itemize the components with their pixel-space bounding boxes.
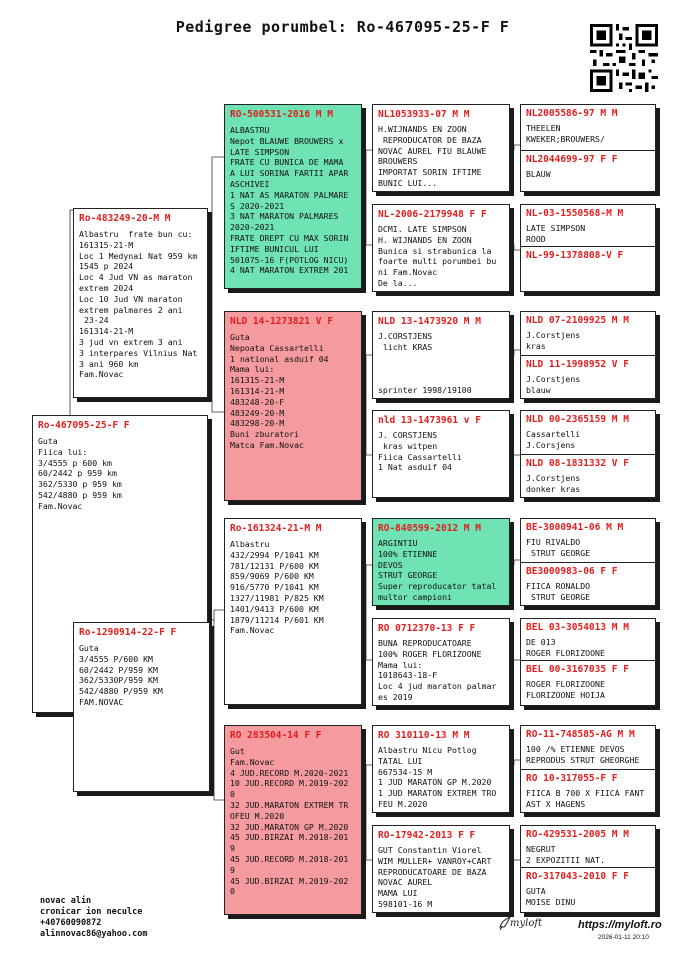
g5-card[interactable] <box>521 868 655 913</box>
sss-card[interactable] <box>372 104 510 192</box>
pigeon-notes: DE 013 ROGER FLORIZOONE <box>526 637 605 658</box>
pigeon-ring-id: RO 283504-14 F F <box>230 730 322 741</box>
pigeon-ring-id: BE-3000941-06 M M <box>526 522 624 533</box>
g5-pair-2 <box>520 204 656 292</box>
owner-name: novac alin <box>40 896 92 906</box>
pigeon-ring-id: BEL 00-3167035 F F <box>526 664 629 675</box>
g5-card[interactable] <box>521 411 655 455</box>
pigeon-ring-id: Ro-467095-25-F F <box>38 420 130 431</box>
pigeon-ring-id: RO-429531-2005 M M <box>526 829 629 840</box>
pigeon-ring-id: NLD 13-1473920 M M <box>378 316 481 327</box>
g5-card[interactable] <box>521 826 655 868</box>
pigeon-notes: ALBASTRU Nepot BLAUWE BROUWERS x LATE SIMPSON FRATE CU BUNICA DE MAMA A LUI SORINA FARTII APAR ASCHIVEI 1 NAT AS MARATON PALMARE S 2020-2021 3 NAT MARATON PALMARES 2020-2021 FRATE DREPT CU MAX SORIN IFTIME BUNICUL LUI 501075-16 F(POTLOG NICU) 4 NAT MARATON EXTREM 201 <box>230 125 349 276</box>
page-title: Pedigree porumbel: Ro-467095-25-F F <box>175 18 510 36</box>
pigeon-notes: J.Corstjens blauw <box>526 374 581 395</box>
pigeon-notes: NEGRUT 2 EXPOZITII NAT. <box>526 844 605 865</box>
g5-pair-1 <box>520 104 656 192</box>
pigeon-ring-id: NL1053933-07 M M <box>378 109 470 120</box>
pigeon-ring-id: RO-317043-2010 F F <box>526 871 629 882</box>
pigeon-ring-id: NL2005586-97 M M <box>526 108 618 119</box>
g5-pair-3 <box>520 311 656 399</box>
pigeon-notes: ROGER FLORIZOONE FLORIZOONE HOIJA <box>526 679 605 700</box>
ddd-card[interactable] <box>372 825 510 913</box>
pigeon-ring-id: RO-500531-2016 M M <box>230 109 333 120</box>
pigeon-ring-id: NLD 07-2109925 M M <box>526 315 629 326</box>
g5-card[interactable] <box>521 455 655 498</box>
dss-card[interactable] <box>372 518 510 606</box>
pigeon-ring-id: RO 310110-13 M M <box>378 730 470 741</box>
pigeon-notes: H.WIJNANDS EN ZOON REPRODUCATOR DE BAZA NOVAC AUREL FIU BLAUWE BROUWERS IMPORTAT SORIN IFTIME BUNIC LUI... <box>378 124 487 188</box>
pigeon-notes: GUT Constantin Viorel WIM MULLER+ VANROY+CART REPRODUCATOARE DE BAZA NOVAC AUREL MAMA LUI 598101-16 M <box>378 845 492 909</box>
ssd-card[interactable] <box>372 204 510 292</box>
g5-card[interactable] <box>521 205 655 247</box>
pigeon-notes: J.CORSTJENS licht KRAS sprinter 1998/19100 <box>378 331 472 395</box>
g5-card[interactable] <box>521 563 655 606</box>
dam-sire-card[interactable] <box>224 518 362 705</box>
pigeon-ring-id: NLD 11-1998952 V F <box>526 359 629 370</box>
site-link[interactable]: https://myloft.ro <box>578 919 662 931</box>
owner-phone: +40760090872 <box>40 918 102 928</box>
g5-card[interactable] <box>521 312 655 356</box>
pigeon-notes: BLAUW <box>526 169 551 179</box>
pigeon-ring-id: NL-03-1550568-M M <box>526 208 624 219</box>
pigeon-ring-id: BE3000983-06 F F <box>526 566 618 577</box>
pigeon-ring-id: NL2044699-97 F F <box>526 154 618 165</box>
pigeon-notes: Guta Fiica lui: 3/4555 p 600 km 60/2442 p 959 km 362/5330 p 959 km 542/4880 p 959 km Fam.Novac <box>38 436 122 511</box>
pigeon-ring-id: Ro-1290914-22-F F <box>79 627 177 638</box>
pigeon-notes: THEELEN KWEKER;BROUWERS/ <box>526 123 605 144</box>
print-date: 2026-01-11 20:10 <box>598 934 649 941</box>
pigeon-notes: ARGINTIU 100% ETIENNE DEVOS STRUT GEORGE Super reproducator tatal multor campioni <box>378 538 497 602</box>
owner-address: cronicar ion neculce <box>40 907 143 917</box>
pigeon-ring-id: RO-840599-2012 M M <box>378 523 481 534</box>
sire-card[interactable] <box>73 208 208 398</box>
g5-pair-6 <box>520 618 656 706</box>
pigeon-notes: Gut Fam.Novac 4 JUD.RECORD M.2020-2021 10 JUD.RECORD M.2019-202 0 32 JUD.MARATON EXTREM TR OFEU M.2020 32 JUD.MARATON GP M.2020 45 JUD.BIRZAI M.2018-201 9 45 JUD.RECORD M.2018-201 9 45 JUD.BIRZAI M.2019-202 0 <box>230 746 349 897</box>
sdd-card[interactable] <box>372 410 510 498</box>
pigeon-ring-id: NLD 14-1273821 V F <box>230 316 333 327</box>
g5-card[interactable] <box>521 661 655 706</box>
pigeon-ring-id: RO 10-317055-F F <box>526 773 618 784</box>
contact-block <box>40 896 147 940</box>
owner-email[interactable]: alinnovac86@yahoo.com <box>40 929 148 939</box>
pigeon-ring-id: nld 13-1473961 v F <box>378 415 481 426</box>
pigeon-ring-id: RO-11-748585-AG M M <box>526 729 635 740</box>
g5-pair-7 <box>520 725 656 813</box>
pigeon-ring-id: RO-17942-2013 F F <box>378 830 476 841</box>
pigeon-ring-id: RO 0712370-13 F F <box>378 623 476 634</box>
pigeon-notes: Cassartelli J.Corsjens <box>526 429 581 450</box>
g5-card[interactable] <box>521 356 655 399</box>
sire-dam-card[interactable] <box>224 311 362 501</box>
pigeon-ring-id: NL-99-1378808-V F <box>526 250 624 261</box>
g5-card[interactable] <box>521 105 655 151</box>
pigeon-notes: FIICA B 700 X FIICA FANT AST X HAGENS <box>526 788 645 809</box>
pigeon-notes: Albastru 432/2994 P/1041 KM 781/12131 P/600 KM 859/9069 P/600 KM 916/5770 P/1041 KM 1327/11981 P/825 KM 1401/9413 P/600 KM 1879/11214 P/601 KM Fam.Novac <box>230 539 324 636</box>
g5-card[interactable] <box>521 770 655 813</box>
dam-card[interactable] <box>73 622 210 792</box>
pigeon-ring-id: BEL 03-3054013 M M <box>526 622 629 633</box>
sds-card[interactable] <box>372 311 510 399</box>
g5-pair-4 <box>520 410 656 498</box>
pigeon-notes: 100 /% ETIENNE DEVOS REPRODUS STRUT GHEORGHE <box>526 744 640 765</box>
dds-card[interactable] <box>372 725 510 813</box>
dsd-card[interactable] <box>372 618 510 706</box>
g5-card[interactable] <box>521 726 655 770</box>
brand-logo: myloft <box>510 918 543 929</box>
g5-card[interactable] <box>521 619 655 661</box>
g5-pair-8 <box>520 825 656 913</box>
pigeon-notes: BUNA REPRODUCATOARE 100% ROGER FLORIZOONE Mama lui: 1018643-18-F Loc 4 jud maraton palmar es 2019 <box>378 638 497 702</box>
g5-card[interactable] <box>521 247 655 292</box>
pigeon-notes: J. CORSTJENS kras witpen Fiica Cassartelli 1 Nat asduif 04 <box>378 430 462 473</box>
pigeon-notes: Albastru frate bun cu: 161315-21-M Loc 1 Medynai Nat 959 km 1545 p 2024 Loc 4 Jud VN as maraton extrem 2024 Loc 10 Jud VN maraton extrem palmares 2 ani 23-24 161314-21-M 3 jud vn extrem 3 ani 3 interpares Vilnius Nat 3 ani 960 km Fam.Novac <box>79 229 198 380</box>
pigeon-notes: Guta 3/4555 P/600 KM 60/2442 P/959 KM 362/5330P/959 KM 542/4880 P/959 KM FAM.NOVAC <box>79 643 163 707</box>
pigeon-notes: LATE SIMPSON ROOD <box>526 223 586 244</box>
pigeon-notes: Albastru Nicu Potlog TATAL LUI 667534-15 M 1 JUD MARATON GP M.2020 1 JUD MARATON EXTREM TRO FEU M.2020 <box>378 745 497 809</box>
pigeon-notes: Guta Nepoata Cassartelli 1 national asduif 04 Mama lui: 161315-21-M 161314-21-M 483248-20-F 483249-20-M 483298-20-M Buni zburatori Matca Fam.Novac <box>230 332 329 450</box>
g5-card[interactable] <box>521 519 655 563</box>
pigeon-notes: DCMI. LATE SIMPSON H. WIJNANDS EN ZOON Bunica si strabunica la foarte multi porumbei bu ni Fam.Novac De la... <box>378 224 497 288</box>
g5-pair-5 <box>520 518 656 606</box>
pigeon-notes: J.Corstjens kras <box>526 330 581 351</box>
pigeon-ring-id: NLD 08-1831332 V F <box>526 458 629 469</box>
pigeon-ring-id: NL-2006-2179948 F F <box>378 209 487 220</box>
pigeon-notes: FIICA RONALDO STRUT GEORGE <box>526 581 591 602</box>
pigeon-notes: GUTA MOISE DINU <box>526 886 576 907</box>
pigeon-ring-id: Ro-483249-20-M M <box>79 213 171 224</box>
g5-card[interactable] <box>521 151 655 192</box>
pigeon-notes: FIU RIVALDO STRUT GEORGE <box>526 537 591 558</box>
dam-dam-card[interactable] <box>224 725 362 915</box>
pigeon-ring-id: NLD 00-2365159 M M <box>526 414 629 425</box>
pigeon-ring-id: Ro-161324-21-M M <box>230 523 322 534</box>
sire-sire-card[interactable] <box>224 104 362 289</box>
pigeon-notes: J.Corstjens donker kras <box>526 473 581 494</box>
